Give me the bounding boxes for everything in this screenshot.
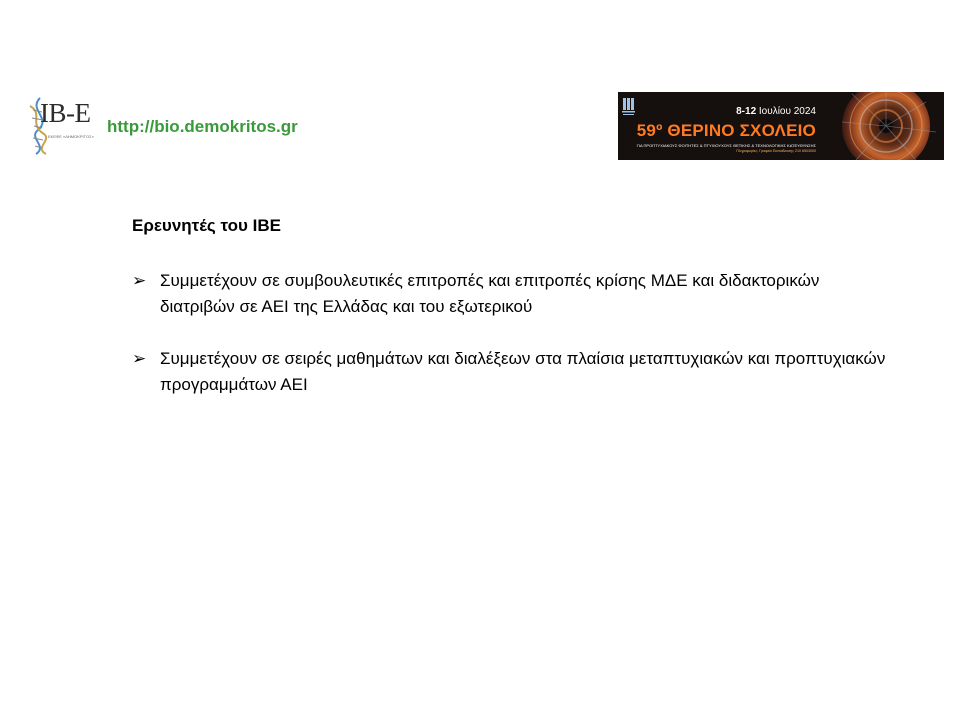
website-link[interactable]: http://bio.demokritos.gr <box>107 117 298 136</box>
bullet-item <box>132 346 892 398</box>
banner-dates <box>618 106 816 117</box>
arrow-bullet-icon: ➢ <box>132 349 147 368</box>
bullet-item <box>132 268 892 320</box>
banner-subtitle: ΓΙΑ ΠΡΟΠΤΥΧΙΑΚΟΥΣ ΦΟΙΤΗΤΕΣ & ΠΤΥΧΙΟΥΧΟΥΣ ΘΕΤΙΚΗΣ & ΤΕΧΝΟΛΟΓΙΚΗΣ ΚΑΤΕΥΘΥΝΣΗΣ <box>636 143 816 148</box>
banner-title: 59º ΘΕΡΙΝΟ ΣΧΟΛΕΙΟ <box>636 121 816 140</box>
page-heading: Ερευνητές του ΙΒΕ <box>132 216 281 235</box>
bullet-text: Συμμετέχουν σε σειρές μαθημάτων και διαλέξεων στα πλαίσια μεταπτυχιακών και προπτυχιακών προγραμμάτων ΑΕΙ <box>160 349 886 394</box>
arrow-bullet-icon: ➢ <box>132 271 147 290</box>
ibe-logo <box>26 96 104 156</box>
logo-subtitle: ΕΚΕΦΕ «ΔΗΜΟΚΡΙΤΟΣ» <box>48 134 94 139</box>
banner-dates-days: 8-12 <box>736 106 757 117</box>
summer-school-banner[interactable] <box>618 92 944 160</box>
bullet-text: Συμμετέχουν σε συμβουλευτικές επιτροπές και επιτροπές κρίσης ΜΔΕ και διδακτορικών διατριβών σε ΑΕΙ της Ελλάδας και του εξωτερικού <box>160 271 820 316</box>
particle-detector-image <box>816 92 944 160</box>
banner-info: Πληροφορίες: Γραφείο Εκπαίδευσης 210 6503000 <box>736 149 816 153</box>
banner-dates-month: Ιουλίου 2024 <box>758 106 816 117</box>
logo-text: IB-E <box>40 98 91 128</box>
